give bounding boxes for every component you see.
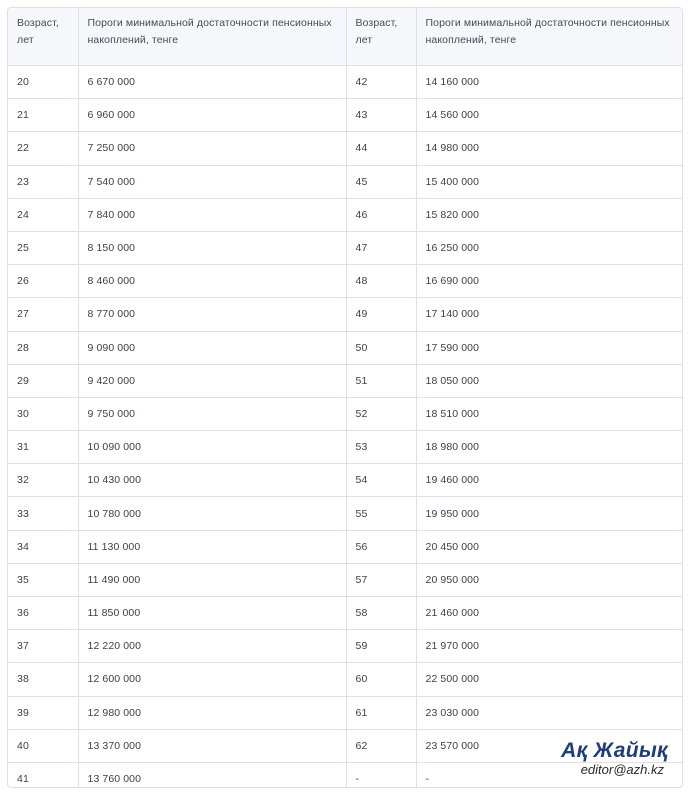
- cell-threshold-right: 14 160 000: [416, 66, 682, 99]
- cell-age-left: 39: [8, 696, 78, 729]
- table-row: [8, 132, 682, 165]
- table-row: [8, 66, 682, 99]
- table-row: [8, 630, 682, 663]
- cell-threshold-left: 11 490 000: [78, 563, 346, 596]
- table-row: [8, 198, 682, 231]
- cell-threshold-left: 7 540 000: [78, 165, 346, 198]
- table-row: [8, 165, 682, 198]
- cell-age-right: 46: [346, 198, 416, 231]
- cell-threshold-left: 9 750 000: [78, 397, 346, 430]
- cell-age-left: 30: [8, 397, 78, 430]
- watermark-logo: Ақ Жайық: [561, 739, 668, 762]
- cell-age-left: 20: [8, 66, 78, 99]
- cell-age-left: 25: [8, 231, 78, 264]
- pension-thresholds-table: [8, 8, 682, 788]
- cell-threshold-left: 7 840 000: [78, 198, 346, 231]
- table-row: [8, 431, 682, 464]
- cell-threshold-left: 12 980 000: [78, 696, 346, 729]
- table-row: [8, 364, 682, 397]
- cell-age-right: 44: [346, 132, 416, 165]
- table-row: [8, 331, 682, 364]
- cell-threshold-right: 19 460 000: [416, 464, 682, 497]
- cell-threshold-right: 17 140 000: [416, 298, 682, 331]
- cell-threshold-right: 21 460 000: [416, 597, 682, 630]
- cell-threshold-left: 7 250 000: [78, 132, 346, 165]
- cell-age-left: 26: [8, 265, 78, 298]
- pension-thresholds-table-container: [7, 7, 683, 788]
- header-threshold-right: Пороги минимальной достаточности пенсионных накоплений, тенге: [416, 8, 682, 66]
- header-row: [8, 8, 682, 66]
- cell-age-left: 36: [8, 597, 78, 630]
- cell-age-right: 51: [346, 364, 416, 397]
- cell-age-right: 42: [346, 66, 416, 99]
- table-row: [8, 464, 682, 497]
- cell-threshold-right: 14 980 000: [416, 132, 682, 165]
- cell-threshold-right: 23 570 000: [416, 729, 682, 762]
- cell-age-left: 28: [8, 331, 78, 364]
- cell-age-right: 58: [346, 597, 416, 630]
- table-row: [8, 530, 682, 563]
- table-row: [8, 497, 682, 530]
- cell-age-right: 49: [346, 298, 416, 331]
- cell-age-right: 54: [346, 464, 416, 497]
- table-row: [8, 696, 682, 729]
- table-row: [8, 231, 682, 264]
- cell-threshold-left: 8 460 000: [78, 265, 346, 298]
- cell-threshold-left: 13 370 000: [78, 729, 346, 762]
- cell-threshold-left: 12 220 000: [78, 630, 346, 663]
- cell-age-left: 24: [8, 198, 78, 231]
- cell-threshold-right: 18 050 000: [416, 364, 682, 397]
- cell-age-left: 37: [8, 630, 78, 663]
- header-age-right: Возраст, лет: [346, 8, 416, 66]
- cell-age-right: 57: [346, 563, 416, 596]
- cell-threshold-right: -: [425, 773, 430, 786]
- cell-threshold-left: 10 780 000: [78, 497, 346, 530]
- table-row: [8, 298, 682, 331]
- watermark: [561, 740, 668, 778]
- cell-threshold-right: 15 820 000: [416, 198, 682, 231]
- cell-age-left: 32: [8, 464, 78, 497]
- cell-age-right: 60: [346, 663, 416, 696]
- cell-age-right: 61: [346, 696, 416, 729]
- cell-threshold-left: 8 770 000: [78, 298, 346, 331]
- cell-age-right: 48: [346, 265, 416, 298]
- table-row: [8, 563, 682, 596]
- cell-threshold-right: 18 510 000: [416, 397, 682, 430]
- cell-threshold-left: 13 760 000: [78, 762, 346, 788]
- table-row: [8, 265, 682, 298]
- cell-threshold-right: 17 590 000: [416, 331, 682, 364]
- cell-age-right: 56: [346, 530, 416, 563]
- cell-threshold-right: 23 030 000: [416, 696, 682, 729]
- cell-threshold-left: 10 430 000: [78, 464, 346, 497]
- header-threshold-left: Пороги минимальной достаточности пенсионных накоплений, тенге: [78, 8, 346, 66]
- cell-threshold-left: 6 960 000: [78, 99, 346, 132]
- cell-threshold-left: 6 670 000: [78, 66, 346, 99]
- table-header: [8, 8, 682, 66]
- cell-age-left: 31: [8, 431, 78, 464]
- cell-threshold-right: 16 250 000: [416, 231, 682, 264]
- cell-age-left: 40: [8, 729, 78, 762]
- cell-age-right: 62: [346, 729, 416, 762]
- cell-threshold-right: 20 450 000: [416, 530, 682, 563]
- cell-age-right: 47: [346, 231, 416, 264]
- table-row: [8, 663, 682, 696]
- cell-threshold-left: 8 150 000: [78, 231, 346, 264]
- cell-age-left: 22: [8, 132, 78, 165]
- cell-age-left: 21: [8, 99, 78, 132]
- cell-age-right: 59: [346, 630, 416, 663]
- cell-age-left: 27: [8, 298, 78, 331]
- cell-age-right: 55: [346, 497, 416, 530]
- cell-threshold-left: 12 600 000: [78, 663, 346, 696]
- cell-age-right: 43: [346, 99, 416, 132]
- cell-age-left: 33: [8, 497, 78, 530]
- cell-threshold-right: 22 500 000: [416, 663, 682, 696]
- cell-age-left: 38: [8, 663, 78, 696]
- header-age-left: Возраст, лет: [8, 8, 78, 66]
- cell-age-left: 41: [8, 762, 78, 788]
- table-row: [8, 397, 682, 430]
- cell-threshold-right: 16 690 000: [416, 265, 682, 298]
- cell-age-left: 29: [8, 364, 78, 397]
- cell-threshold-right: 15 400 000: [416, 165, 682, 198]
- cell-threshold-right: 18 980 000: [416, 431, 682, 464]
- cell-threshold-left: 11 130 000: [78, 530, 346, 563]
- cell-threshold-right: 21 970 000: [416, 630, 682, 663]
- watermark-email: editor@azh.kz: [580, 762, 664, 777]
- cell-threshold-left: 10 090 000: [78, 431, 346, 464]
- cell-age-left: 34: [8, 530, 78, 563]
- cell-threshold-left: 11 850 000: [78, 597, 346, 630]
- table-row: [8, 597, 682, 630]
- cell-threshold-left: 9 420 000: [78, 364, 346, 397]
- cell-age-right: 52: [346, 397, 416, 430]
- cell-age-right: -: [346, 762, 416, 788]
- table-body: [8, 66, 682, 789]
- table-row: [8, 99, 682, 132]
- cell-threshold-right: 14 560 000: [416, 99, 682, 132]
- cell-threshold-left: 9 090 000: [78, 331, 346, 364]
- cell-age-right: 53: [346, 431, 416, 464]
- cell-age-right: 45: [346, 165, 416, 198]
- cell-threshold-right: 19 950 000: [416, 497, 682, 530]
- cell-age-left: 35: [8, 563, 78, 596]
- cell-threshold-right: 20 950 000: [416, 563, 682, 596]
- cell-age-right: 50: [346, 331, 416, 364]
- cell-age-left: 23: [8, 165, 78, 198]
